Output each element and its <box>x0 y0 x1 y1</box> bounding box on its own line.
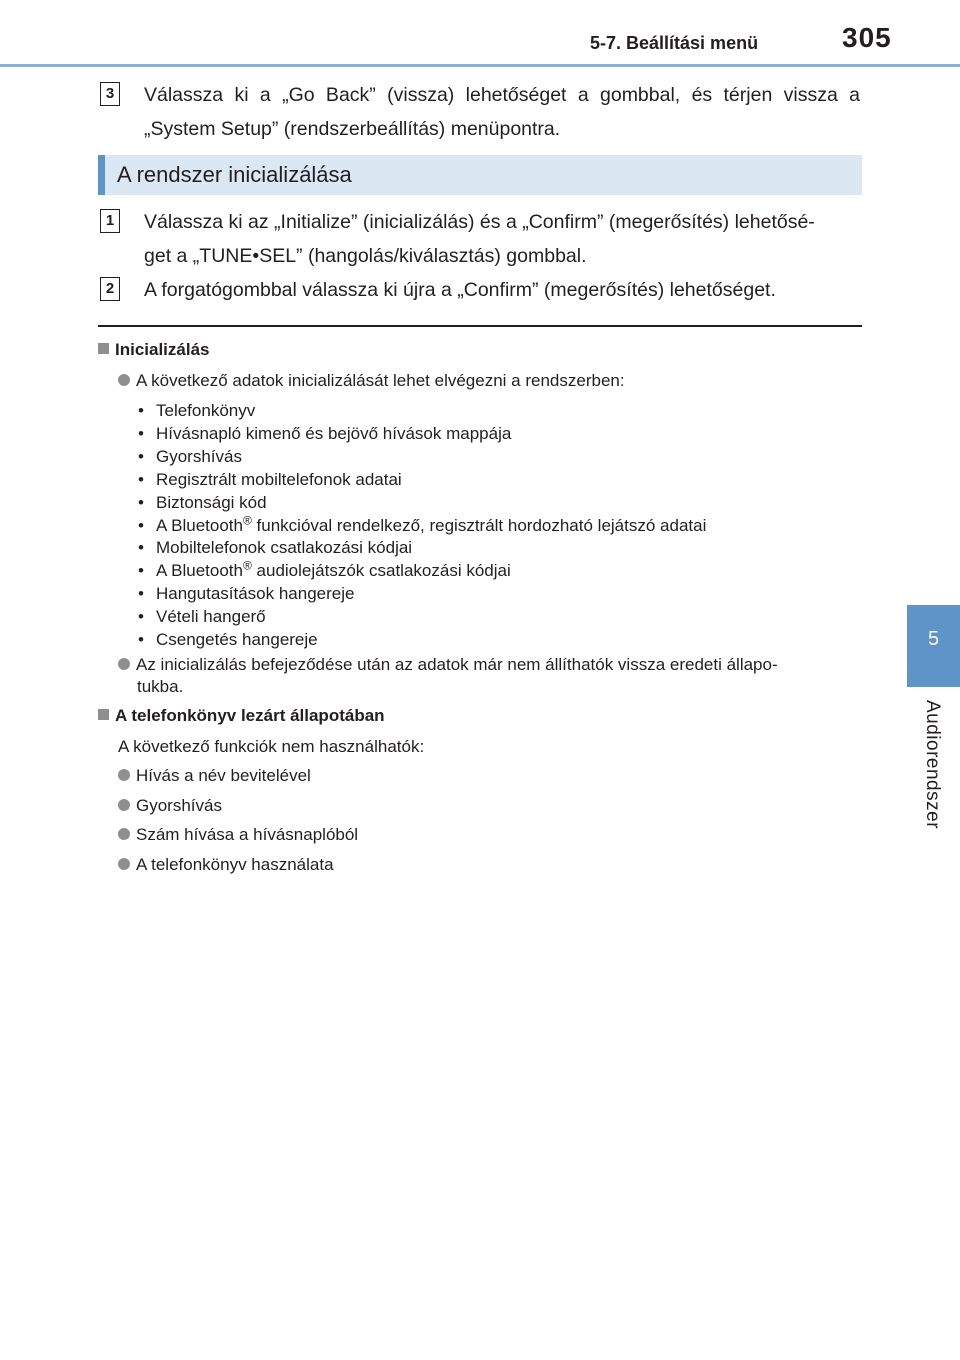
note-1-bullet-2-line-1: Az inicializálás befejeződése után az adatok már nem állíthatók vissza eredeti állapo- <box>136 655 778 674</box>
note-1-bullet-2 <box>118 654 862 698</box>
step-3-line-2: „System Setup” (rendszerbeállítás) menüpontra. <box>144 118 561 140</box>
note-1-bullet-2-line-2: tukba. <box>137 677 184 696</box>
list-item: • Telefonkönyv <box>138 401 256 420</box>
list-item: • Vételi hangerő <box>138 607 266 627</box>
list-item: Gyorshívás <box>118 795 222 817</box>
initializable-data-list <box>138 400 706 652</box>
square-bullet-icon <box>98 343 109 354</box>
step-1-text <box>144 205 860 273</box>
list-item: • Gyorshívás <box>138 446 242 466</box>
list-item: • Regisztrált mobiltelefonok adatai <box>138 469 402 489</box>
list-item: • Mobiltelefonok csatlakozási kódjai <box>138 538 413 558</box>
registered-mark: ® <box>242 512 252 527</box>
circle-bullet-icon <box>118 858 130 870</box>
page-number: 305 <box>842 22 892 53</box>
chapter-label-area <box>907 700 960 835</box>
note-1-bullet-1 <box>118 370 625 392</box>
section-heading-accent <box>98 155 105 195</box>
list-item: Szám hívása a hívásnaplóból <box>118 824 358 846</box>
square-bullet-icon <box>98 709 109 720</box>
section-divider <box>98 325 862 327</box>
note-heading-text: Inicializálás <box>115 340 210 359</box>
list-item: • A Bluetooth® audiolejátszók csatlakozási kódjai <box>138 558 511 581</box>
step-3-line-1: Válassza ki a „Go Back” (vissza) lehetőséget a gombbal, és térjen vissza a <box>144 84 860 106</box>
step-badge-2: 2 <box>100 277 120 301</box>
circle-bullet-icon <box>118 828 130 840</box>
running-header-title: 5-7. Beállítási menü <box>590 33 759 53</box>
note-phonebook-locked-heading <box>98 706 385 726</box>
header-rule <box>0 64 960 67</box>
step-3-text <box>144 78 860 146</box>
step-1-line-1: Válassza ki az „Initialize” (inicializálás) és a „Confirm” (megerősítés) lehetősé- <box>144 211 815 233</box>
list-item: Hívás a név bevitelével <box>118 765 311 787</box>
note-2-intro: A következő funkciók nem használhatók: <box>118 737 425 756</box>
circle-bullet-icon <box>118 799 130 811</box>
registered-mark: ® <box>242 558 252 573</box>
list-item: • Csengetés hangereje <box>138 630 318 650</box>
list-item: • Biztonsági kód <box>138 492 267 512</box>
circle-bullet-icon <box>118 658 130 670</box>
list-item: A telefonkönyv használata <box>118 854 334 876</box>
step-1-line-2: get a „TUNE•SEL” (hangolás/kiválasztás) gombbal. <box>144 245 587 267</box>
circle-bullet-icon <box>118 769 130 781</box>
circle-bullet-icon <box>118 374 130 386</box>
section-heading: A rendszer inicializálása <box>117 162 352 187</box>
note-heading-text: A telefonkönyv lezárt állapotában <box>115 706 385 725</box>
list-item: • Hívásnapló kimenő és bejövő hívások mappája <box>138 423 512 443</box>
step-2-text: A forgatógombbal válassza ki újra a „Confirm” (megerősítés) lehetőséget. <box>144 279 776 301</box>
note-inicializalas-heading <box>98 340 210 360</box>
chapter-label: Audiorendszer <box>922 700 943 830</box>
note-1-bullet-1-text: A következő adatok inicializálását lehet elvégezni a rendszerben: <box>136 371 625 390</box>
step-badge-1: 1 <box>100 209 120 233</box>
list-item: • Hangutasítások hangereje <box>138 584 355 604</box>
step-badge-3: 3 <box>100 82 120 106</box>
list-item: • A Bluetooth® funkcióval rendelkező, regisztrált hordozható lejátszó adatai <box>138 512 707 535</box>
section-heading-box <box>98 155 862 195</box>
chapter-tab-number: 5 <box>927 628 940 650</box>
